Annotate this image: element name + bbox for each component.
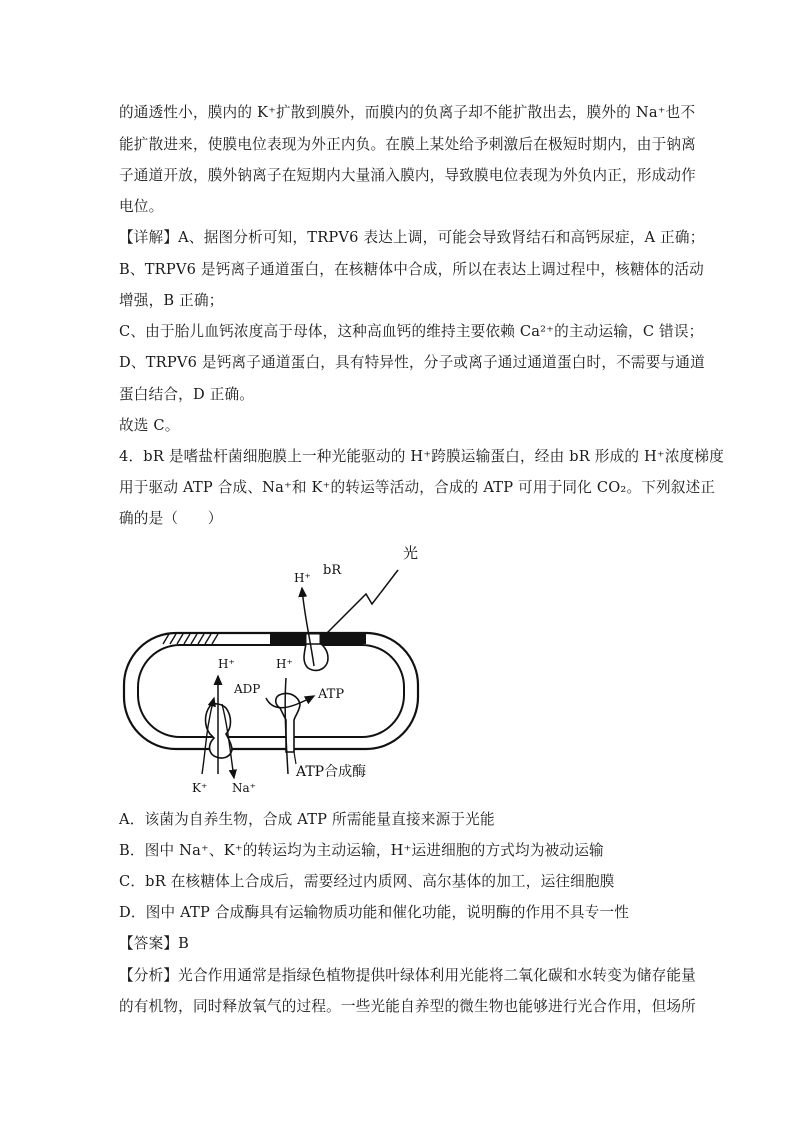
bR-gap: [306, 634, 320, 644]
label-bR: bR: [323, 563, 342, 578]
label-ADP: ADP: [234, 682, 261, 696]
detail-line: D、TRPV6 是钙离子通道蛋白，具有特异性，分子或离子通过通道蛋白时，不需要与通道: [119, 354, 705, 371]
detail-line: 增强，B 正确；: [119, 292, 224, 309]
detail-line: B、TRPV6 是钙离子通道蛋白，在核糖体中合成，所以在表达上调过程中，核糖体的活动: [119, 261, 704, 278]
option-c: C．bR 在核糖体上合成后，需要经过内质网、高尔基体的加工，运往细胞膜: [119, 873, 615, 890]
option-a: A．该菌为自养生物，合成 ATP 所需能量直接来源于光能: [119, 811, 495, 828]
label-Na: Na⁺: [232, 781, 256, 795]
atp-synthase: [276, 693, 300, 752]
label-K: K⁺: [192, 781, 208, 795]
analysis-line: 的通透性小，膜内的 K⁺扩散到膜外，而膜内的负离子却不能扩散出去，膜外的 Na⁺也不: [119, 104, 696, 121]
enzyme-pointer: [294, 752, 296, 764]
question-line: 用于驱动 ATP 合成、Na⁺和 K⁺的转运等活动，合成的 ATP 可用于同化 CO₂。下列叙述正: [119, 479, 716, 496]
option-d: D．图中 ATP 合成酶具有运输物质功能和催化功能，说明酶的作用不具专一性: [119, 904, 630, 921]
cell-membrane-diagram: [118, 538, 428, 803]
label-H-left: H⁺: [218, 657, 235, 671]
label-H-top: H⁺: [294, 571, 311, 585]
light-ray: [324, 570, 398, 636]
label-atp-synthase: ATP合成酶: [296, 764, 367, 780]
detail-line: C、由于胎儿血钙浓度高于母体，这种高血钙的维持主要依赖 Ca²⁺的主动运输，C 错误；: [119, 323, 704, 340]
question-line: 确的是（ ）: [119, 510, 223, 527]
answer: 【答案】B: [119, 935, 190, 952]
detail-line: 【详解】A、据图分析可知，TRPV6 表达上调，可能会导致肾结石和高钙尿症，A 正确；: [119, 229, 705, 246]
analysis-line: 电位。: [119, 198, 164, 215]
analysis-line: 子通道开放，膜外钠离子在短期内大量涌入膜内，导致膜电位表现为外负内正，形成动作: [119, 167, 696, 184]
cell-outer-membrane: [124, 633, 418, 749]
label-ATP: ATP: [318, 687, 345, 702]
analysis-line: 能扩散进来，使膜电位表现为外正内负。在膜上某处给予刺激后在极短时期内，由于钠离: [119, 136, 696, 153]
bR-protein: [304, 644, 328, 670]
option-b: B．图中 Na⁺、K⁺的转运均为主动运输，H⁺运进细胞的方式均为被动运输: [119, 842, 604, 859]
analysis-tail-line: 的有机物，同时释放氧气的过程。一些光能自养型的微生物也能够进行光合作用，但场所: [119, 998, 696, 1015]
hatched-region: [163, 634, 218, 644]
detail-line: 故选 C。: [119, 417, 180, 434]
label-H-mid: H⁺: [276, 657, 293, 671]
detail-line: 蛋白结合，D 正确。: [119, 386, 255, 403]
analysis-tail-line: 【分析】光合作用通常是指绿色植物提供叶绿体利用光能将二氧化碳和水转变为储存能量: [119, 967, 696, 984]
label-light: 光: [403, 544, 419, 562]
cell-inner-membrane: [138, 645, 404, 737]
question-line: 4．bR 是嗜盐杆菌细胞膜上一种光能驱动的 H⁺跨膜运输蛋白，经由 bR 形成的 H⁺浓度梯度: [119, 448, 724, 465]
